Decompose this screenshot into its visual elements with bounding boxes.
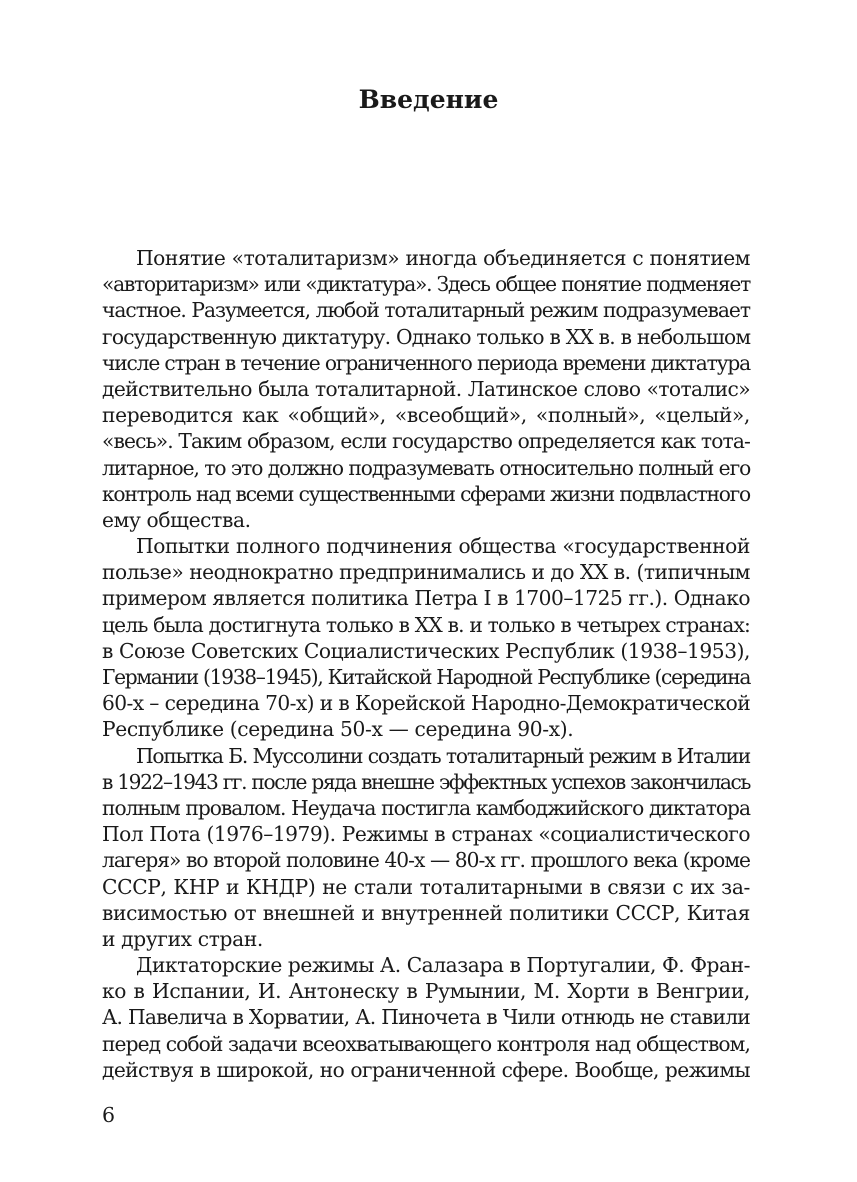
text-line: частное. Разумеется, любой тоталитарный режим подразумевает (102, 298, 750, 323)
text-line: в Союзе Советских Социалистических Республик (1938–1953), (102, 638, 750, 663)
text-line: пользе» неоднократно предпринимались и до XX в. (типичным (102, 560, 750, 585)
text-line: «весь». Таким образом, если государство определяется как тота- (102, 429, 750, 454)
text-line: и других стран. (102, 926, 263, 951)
text-line: СССР, КНР и КНДР) не стали тоталитарными в связи с их за- (102, 874, 750, 899)
text-line: Пол Пота (1976–1979). Режимы в странах «социалистического (102, 822, 750, 847)
text-line: перед собой задачи всеохватывающего контроля над обществом, (102, 1031, 750, 1056)
text-line: висимостью от внешней и внутренней политики СССР, Китая (102, 900, 750, 925)
paragraph-2 (102, 533, 750, 743)
text-line: Республике (середина 50-х — середина 90-х). (102, 717, 574, 742)
text-line: ко в Испании, И. Антонеску в Румынии, М. Хорти в Венгрии, (102, 979, 750, 1004)
text-line: ему общества. (102, 507, 251, 532)
text-line: переводится как «общий», «всеобщий», «полный», «целый», (102, 403, 750, 428)
text-line: Попытки полного подчинения общества «государственной (136, 534, 750, 559)
text-line: литарное, то это должно подразумевать относительно полный его (102, 455, 751, 480)
text-line: лагеря» во второй половине 40-х — 80-х гг. прошлого века (кроме (102, 848, 750, 873)
page-title: Введение (358, 85, 499, 114)
text-line: действуя в широкой, но ограниченной сфере. Вообще, режимы (102, 1057, 750, 1082)
text-line: числе стран в течение ограниченного периода времени диктатура (102, 350, 750, 375)
text-line: Германии (1938–1945), Китайской Народной Республике (середина (102, 665, 751, 689)
text-line: Попытка Б. Муссолини создать тоталитарный режим в Италии (136, 743, 750, 768)
text-line: А. Павелича в Хорватии, А. Пиночета в Чили отнюдь не ставили (102, 1005, 750, 1030)
text-line: 60-х – середина 70-х) и в Корейской Народно-Демократической (102, 691, 751, 716)
page-number: 6 (102, 1103, 116, 1127)
text-line: цель была достигнута только в XX в. и только в четырех странах: (102, 612, 751, 637)
text-line: полным провалом. Неудача постигла камбоджийского диктатора (102, 795, 750, 820)
text-line: в 1922–1943 гг. после ряда внешне эффектных успехов закончилась (102, 769, 750, 794)
paragraph-1 (102, 245, 750, 533)
body-text (102, 245, 750, 1083)
text-line: Диктаторские режимы А. Салазара в Португалии, Ф. Фран- (136, 953, 750, 978)
text-line: контроль над всеми существенными сферами жизни подвластного (102, 481, 750, 506)
text-line: «авторитаризм» или «диктатура». Здесь общее понятие подменяет (102, 272, 750, 297)
paragraph-3 (102, 743, 750, 953)
text-line: Понятие «тоталитаризм» иногда объединяется с понятием (136, 246, 750, 270)
text-line: действительно была тоталитарной. Латинское слово «тоталис» (102, 376, 750, 401)
paragraph-4 (102, 952, 750, 1083)
text-line: государственную диктатуру. Однако только в XX в. в небольшом (102, 324, 751, 349)
text-line: примером является политика Петра I в 1700–1725 гг.). Однако (102, 586, 750, 611)
